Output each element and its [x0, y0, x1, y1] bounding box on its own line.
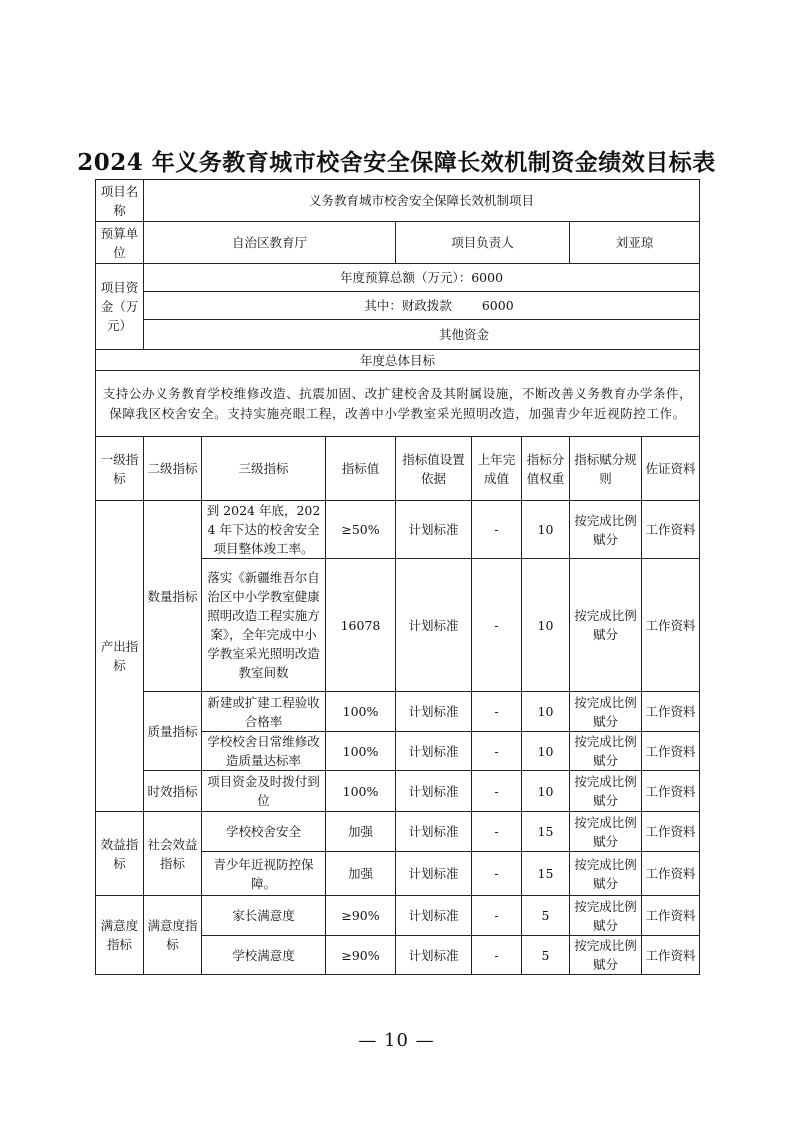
table-row — [96, 771, 700, 812]
evidence-cell: 工作资料 — [642, 936, 700, 975]
evidence-cell: 工作资料 — [642, 501, 700, 559]
prev-cell: - — [472, 559, 522, 692]
project-funds-label: 项目资金（万元） — [96, 264, 144, 350]
rule-cell: 按完成比例赋分 — [570, 812, 642, 852]
header-evidence: 佐证资料 — [642, 437, 700, 501]
basis-cell: 计划标准 — [396, 692, 472, 732]
budget-unit-label: 预算单位 — [96, 222, 144, 264]
evidence-cell: 工作资料 — [642, 852, 700, 896]
weight-cell: 5 — [522, 896, 570, 936]
rule-cell: 按完成比例赋分 — [570, 692, 642, 732]
rule-cell: 按完成比例赋分 — [570, 732, 642, 771]
basis-cell: 计划标准 — [396, 812, 472, 852]
evidence-cell: 工作资料 — [642, 732, 700, 771]
header-rule: 指标赋分规则 — [570, 437, 642, 501]
indicator-cell: 学校校舍安全 — [202, 812, 326, 852]
annual-goal-text-row — [96, 371, 700, 437]
level2-satisfaction: 满意度指标 — [144, 896, 202, 975]
funds-total-row — [96, 264, 700, 292]
weight-cell: 15 — [522, 852, 570, 896]
weight-cell: 10 — [522, 771, 570, 812]
prev-cell: - — [472, 936, 522, 975]
evidence-cell: 工作资料 — [642, 771, 700, 812]
table-row — [96, 692, 700, 732]
value-cell: 16078 — [326, 559, 396, 692]
funds-total — [144, 264, 700, 292]
funds-total-label: 年度预算总额（万元）： — [339, 270, 472, 285]
header-prev: 上年完成值 — [472, 437, 522, 501]
evidence-cell: 工作资料 — [642, 896, 700, 936]
rule-cell: 按完成比例赋分 — [570, 896, 642, 936]
level2-quality: 质量指标 — [144, 692, 202, 771]
project-name-label: 项目名称 — [96, 180, 144, 222]
indicator-cell: 学校满意度 — [202, 936, 326, 975]
indicator-cell: 项目资金及时拨付到位 — [202, 771, 326, 812]
value-cell: 100% — [326, 771, 396, 812]
value-cell: ≥50% — [326, 501, 396, 559]
level2-timeliness: 时效指标 — [144, 771, 202, 812]
indicator-cell: 学校校舍日常维修改造质量达标率 — [202, 732, 326, 771]
project-leader-label: 项目负责人 — [396, 222, 570, 264]
header-basis: 指标值设置依据 — [396, 437, 472, 501]
rule-cell: 按完成比例赋分 — [570, 936, 642, 975]
header-value: 指标值 — [326, 437, 396, 501]
header-level1: 一级指标 — [96, 437, 144, 501]
performance-target-table — [95, 179, 700, 975]
annual-goal-label: 年度总体目标 — [96, 350, 700, 371]
level2-social: 社会效益指标 — [144, 812, 202, 896]
basis-cell: 计划标准 — [396, 732, 472, 771]
value-cell: ≥90% — [326, 936, 396, 975]
weight-cell: 10 — [522, 692, 570, 732]
weight-cell: 10 — [522, 559, 570, 692]
annual-goal-text: 支持公办义务教育学校维修改造、抗震加固、改扩建校舍及其附属设施，不断改善义务教育办学条件，保障我区校舍安全。支持实施亮眼工程，改善中小学教室采光照明改造，加强青少年近视防控工作。 — [96, 371, 700, 437]
level1-benefit: 效益指标 — [96, 812, 144, 896]
prev-cell: - — [472, 812, 522, 852]
prev-cell: - — [472, 501, 522, 559]
indicator-cell: 新建或扩建工程验收合格率 — [202, 692, 326, 732]
value-cell: 加强 — [326, 852, 396, 896]
basis-cell: 计划标准 — [396, 896, 472, 936]
header-level2: 二级指标 — [144, 437, 202, 501]
evidence-cell: 工作资料 — [642, 692, 700, 732]
header-weight: 指标分值权重 — [522, 437, 570, 501]
rule-cell: 按完成比例赋分 — [570, 501, 642, 559]
funds-fiscal-label: 其中：财政拨款 — [364, 298, 452, 313]
rule-cell: 按完成比例赋分 — [570, 771, 642, 812]
funds-total-value: 6000 — [471, 270, 504, 285]
basis-cell: 计划标准 — [396, 501, 472, 559]
funds-other-label: 其他资金 — [144, 320, 700, 350]
table-row — [96, 501, 700, 559]
page-number: — 10 — — [358, 1030, 435, 1051]
weight-cell: 5 — [522, 936, 570, 975]
evidence-cell: 工作资料 — [642, 812, 700, 852]
basis-cell: 计划标准 — [396, 852, 472, 896]
prev-cell: - — [472, 692, 522, 732]
indicator-cell: 落实《新疆维吾尔自治区中小学教室健康照明改造工程实施方案》，全年完成中小学教室采光照明改造教室间数 — [202, 559, 326, 692]
funds-fiscal-row — [96, 292, 700, 320]
budget-unit-row — [96, 222, 700, 264]
funds-fiscal — [144, 292, 700, 320]
prev-cell: - — [472, 732, 522, 771]
project-name-row — [96, 180, 700, 222]
basis-cell: 计划标准 — [396, 771, 472, 812]
indicator-cell: 到 2024 年底，2024 年下达的校舍安全项目整体竣工率。 — [202, 501, 326, 559]
rule-cell: 按完成比例赋分 — [570, 559, 642, 692]
level2-quantity: 数量指标 — [144, 501, 202, 692]
evidence-cell: 工作资料 — [642, 559, 700, 692]
level1-satisfaction: 满意度指标 — [96, 896, 144, 975]
table-row — [96, 896, 700, 936]
budget-unit-value: 自治区教育厅 — [144, 222, 396, 264]
annual-goal-header-row — [96, 350, 700, 371]
document-title: 2024 年义务教育城市校舍安全保障长效机制资金绩效目标表 — [77, 149, 716, 176]
header-level3: 三级指标 — [202, 437, 326, 501]
table-row — [96, 812, 700, 852]
weight-cell: 15 — [522, 812, 570, 852]
prev-cell: - — [472, 852, 522, 896]
project-leader-value: 刘亚琼 — [570, 222, 700, 264]
basis-cell: 计划标准 — [396, 936, 472, 975]
funds-other-row — [96, 320, 700, 350]
prev-cell: - — [472, 771, 522, 812]
value-cell: ≥90% — [326, 896, 396, 936]
table-header-row — [96, 437, 700, 501]
rule-cell: 按完成比例赋分 — [570, 852, 642, 896]
prev-cell: - — [472, 896, 522, 936]
weight-cell: 10 — [522, 732, 570, 771]
weight-cell: 10 — [522, 501, 570, 559]
value-cell: 100% — [326, 692, 396, 732]
value-cell: 100% — [326, 732, 396, 771]
funds-fiscal-value: 6000 — [481, 298, 514, 313]
level1-output: 产出指标 — [96, 501, 144, 812]
indicator-cell: 家长满意度 — [202, 896, 326, 936]
project-name-value: 义务教育城市校舍安全保障长效机制项目 — [144, 180, 700, 222]
indicator-cell: 青少年近视防控保障。 — [202, 852, 326, 896]
basis-cell: 计划标准 — [396, 559, 472, 692]
value-cell: 加强 — [326, 812, 396, 852]
